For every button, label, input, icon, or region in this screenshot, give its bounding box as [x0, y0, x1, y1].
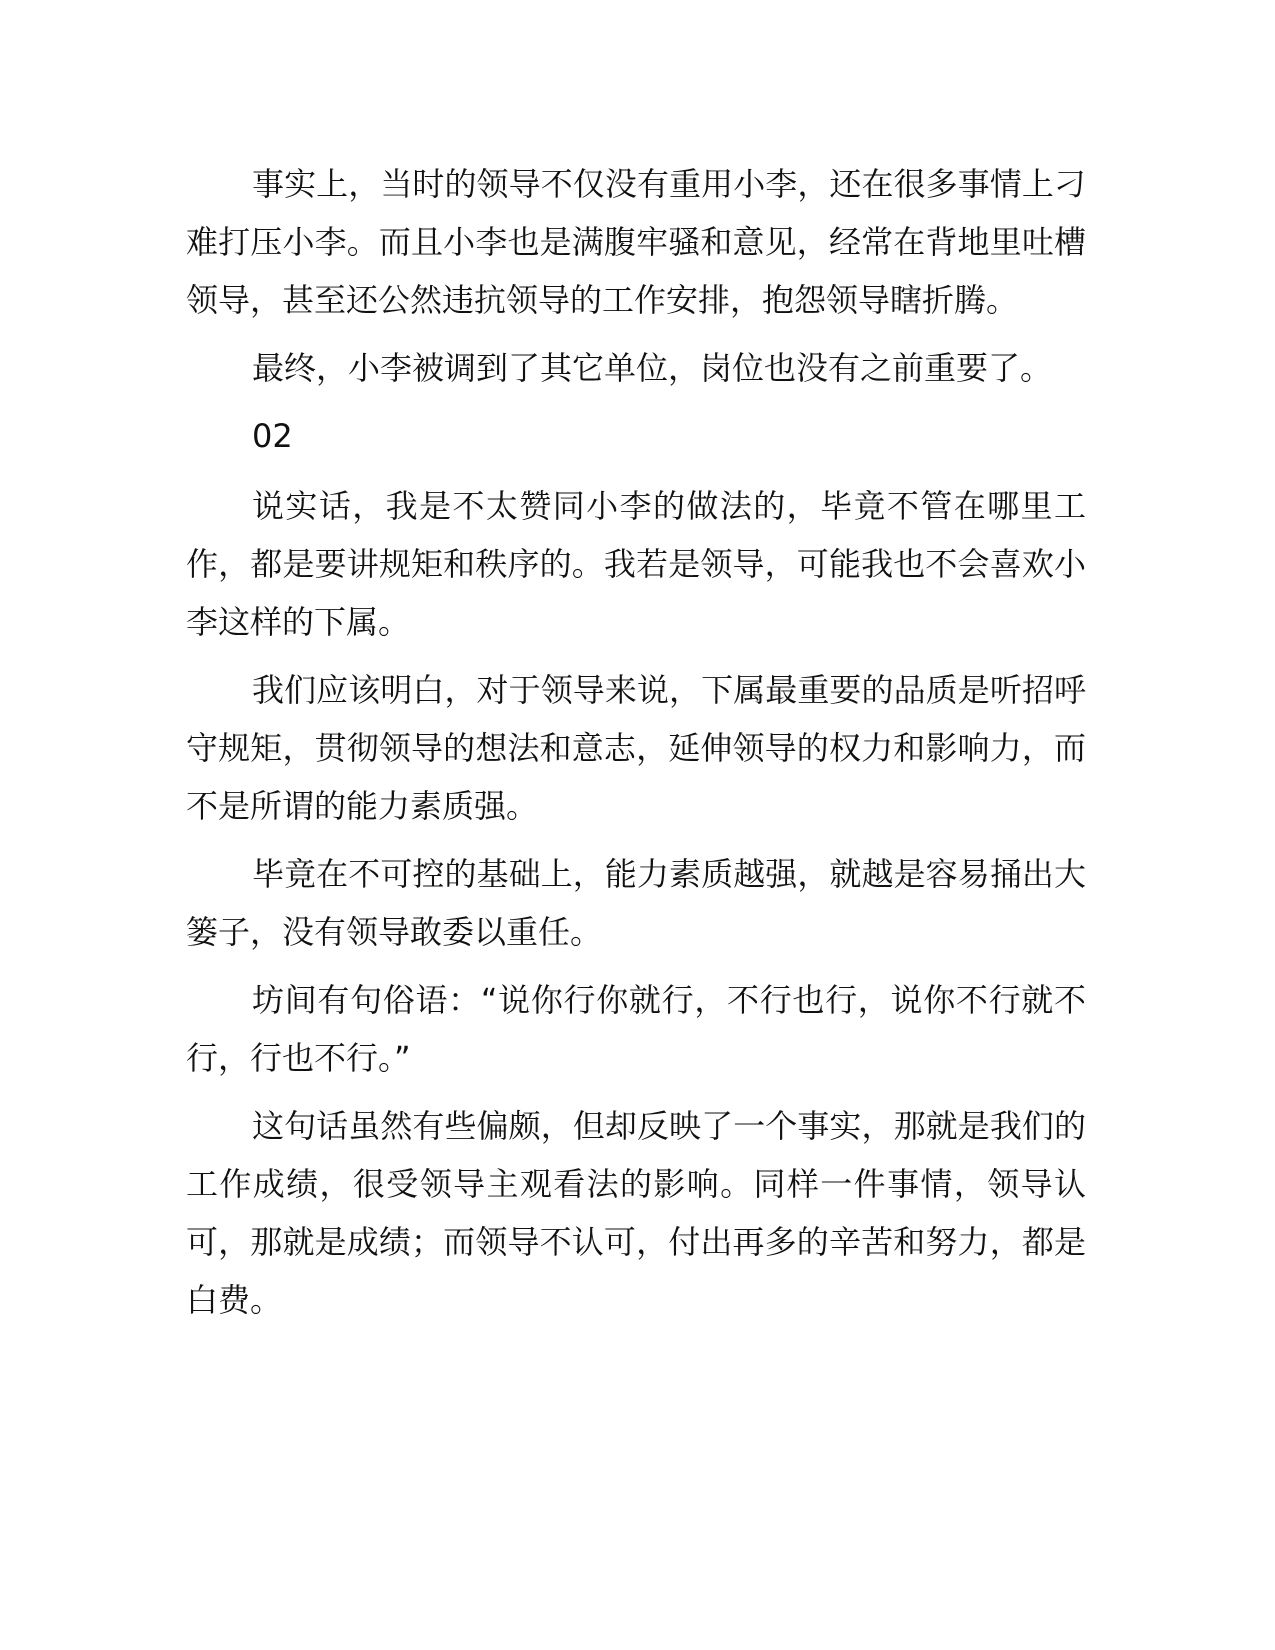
- document-body: [186, 155, 1086, 1339]
- paragraph-7: 这句话虽然有些偏颇，但却反映了一个事实，那就是我们的工作成绩，很受领导主观看法的影响。同样一件事情，领导认可，那就是成绩；而领导不认可，付出再多的辛苦和努力，都是白费。: [186, 1107, 1086, 1319]
- paragraph-5: 毕竟在不可控的基础上，能力素质越强，就越是容易捅出大篓子，没有领导敢委以重任。: [186, 855, 1086, 951]
- paragraph-2: 最终，小李被调到了其它单位，岗位也没有之前重要了。: [252, 349, 1053, 387]
- paragraph-6: 坊间有句俗语：“说你行你就行，不行也行，说你不行就不行，行也不行。”: [186, 981, 1086, 1077]
- paragraph-3: 说实话，我是不太赞同小李的做法的，毕竟不管在哪里工作，都是要讲规矩和秩序的。我若是领导，可能我也不会喜欢小李这样的下属。: [186, 487, 1086, 641]
- paragraph-4: 我们应该明白，对于领导来说，下属最重要的品质是听招呼守规矩，贯彻领导的想法和意志，延伸领导的权力和影响力，而不是所谓的能力素质强。: [186, 671, 1086, 825]
- paragraph-1: 事实上，当时的领导不仅没有重用小李，还在很多事情上刁难打压小李。而且小李也是满腹牢骚和意见，经常在背地里吐槽领导，甚至还公然违抗领导的工作安排，抱怨领导瞎折腾。: [186, 165, 1086, 319]
- section-number: 02: [252, 417, 293, 455]
